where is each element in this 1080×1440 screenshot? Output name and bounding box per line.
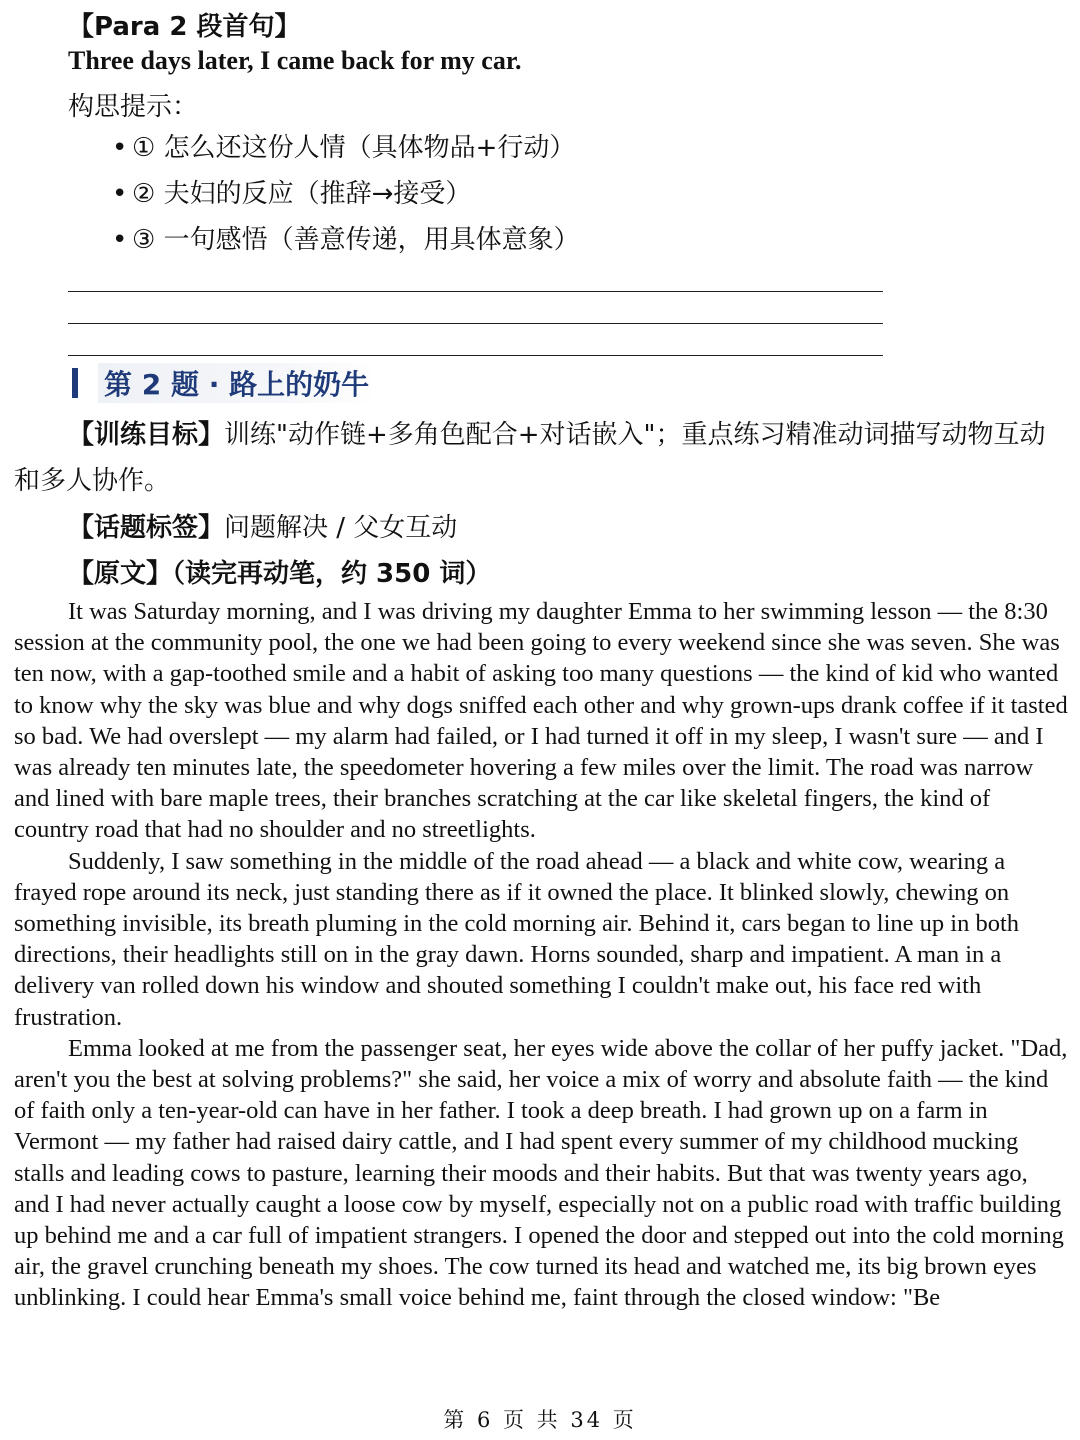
section-title [72,362,375,404]
section-bar [72,368,78,398]
bullet-icon: • [112,133,128,163]
section-title-text: 第 2 题 · 路上的奶牛 [98,363,375,403]
hint-item [112,222,580,268]
first-sentence: Three days later, I came back for my car. [68,46,522,75]
article-paragraph: Emma looked at me from the passenger seat, her eyes wide above the collar of her puffy jacket. "Dad, aren't you the best at solving problems?" she said, her voice a mix of worry and absolute faith — the kind of faith only a ten-year-old can have in her father. I took a deep breath. I had grown up on a farm in Vermont — my father had raised dairy cattle, and I had spent every summer of my childhood mucking stalls and leading cows to pasture, learning their moods and their habits. But that was twenty years ago, and I had never actually caught a loose cow by myself, especially not on a public road with traffic building up behind me and a car full of impatient strangers. I opened the door and stepped out into the cold morning air, the gravel crunching beneath my shoes. The cow turned its head and watched me, its big brown eyes unblinking. I could hear Emma's small voice behind me, faint through the closed window: "Be [14,1034,1068,1312]
article-body [14,596,1069,1314]
hint-list [112,130,580,268]
answer-line[interactable] [68,323,883,324]
training-goal [14,412,1064,504]
topic-tags-text: 问题解决 / 父女互动 [224,513,458,543]
hint-text: ③ 一句感悟（善意传递，用具体意象） [132,225,580,255]
answer-line[interactable] [68,355,883,356]
training-goal-label: 【训练目标】 [68,420,225,450]
article-paragraph: Suddenly, I saw something in the middle of the road ahead — a black and white cow, wearing a frayed rope around its neck, just standing there as if it owned the place. It blinked slowly, chewing on something invisible, its breath pluming in the cold morning air. Behind it, cars began to line up in both directions, their headlights still on in the gray dawn. Horns sounded, sharp and impatient. A man in a delivery van rolled down his window and shouted something I couldn't make out, his face red with frustration. [14,847,1020,1031]
bullet-icon: • [112,179,128,209]
hint-text: ① 怎么还这份人情（具体物品+行动） [132,133,576,163]
bullet-icon: • [112,225,128,255]
topic-tags [68,505,1080,551]
hint-label: 构思提示： [68,92,199,122]
hint-text: ② 夫妇的反应（推辞→接受） [132,179,472,209]
answer-line[interactable] [68,291,883,292]
para-heading: 【Para 2 段首句】 [68,12,301,42]
hint-item [112,130,580,176]
training-goal-text: 训练"动作链+多角色配合+对话嵌入"；重点练习精准动词描写动物互动和多人协作。 [14,420,1046,496]
article-paragraph: It was Saturday morning, and I was driving my daughter Emma to her swimming lesson — the 8:30 session at the community pool, the one we had been going to every weekend since she was seven. She was ten now, with a gap-toothed smile and a habit of asking too many questions — the kind of kid who wanted to know why the sky was blue and why dogs sniffed each other and why grown-ups drank coffee if it tasted so bad. We had overslept — my alarm had failed, or I had turned it off in my sleep, I wasn't sure — and I was already ten minutes late, the speedometer hovering a few miles over the limit. The road was narrow and lined with bare maple trees, their branches scratching at the car like skeletal fingers, the kind of country road that had no shoulder and no streetlights. [14,598,1068,844]
hint-item [112,176,580,222]
topic-tags-label: 【话题标签】 [68,513,225,543]
page-footer: 第 6 页 共 34 页 [443,1408,637,1432]
source-heading: 【原文】（读完再动笔，约 350 词） [68,559,492,589]
